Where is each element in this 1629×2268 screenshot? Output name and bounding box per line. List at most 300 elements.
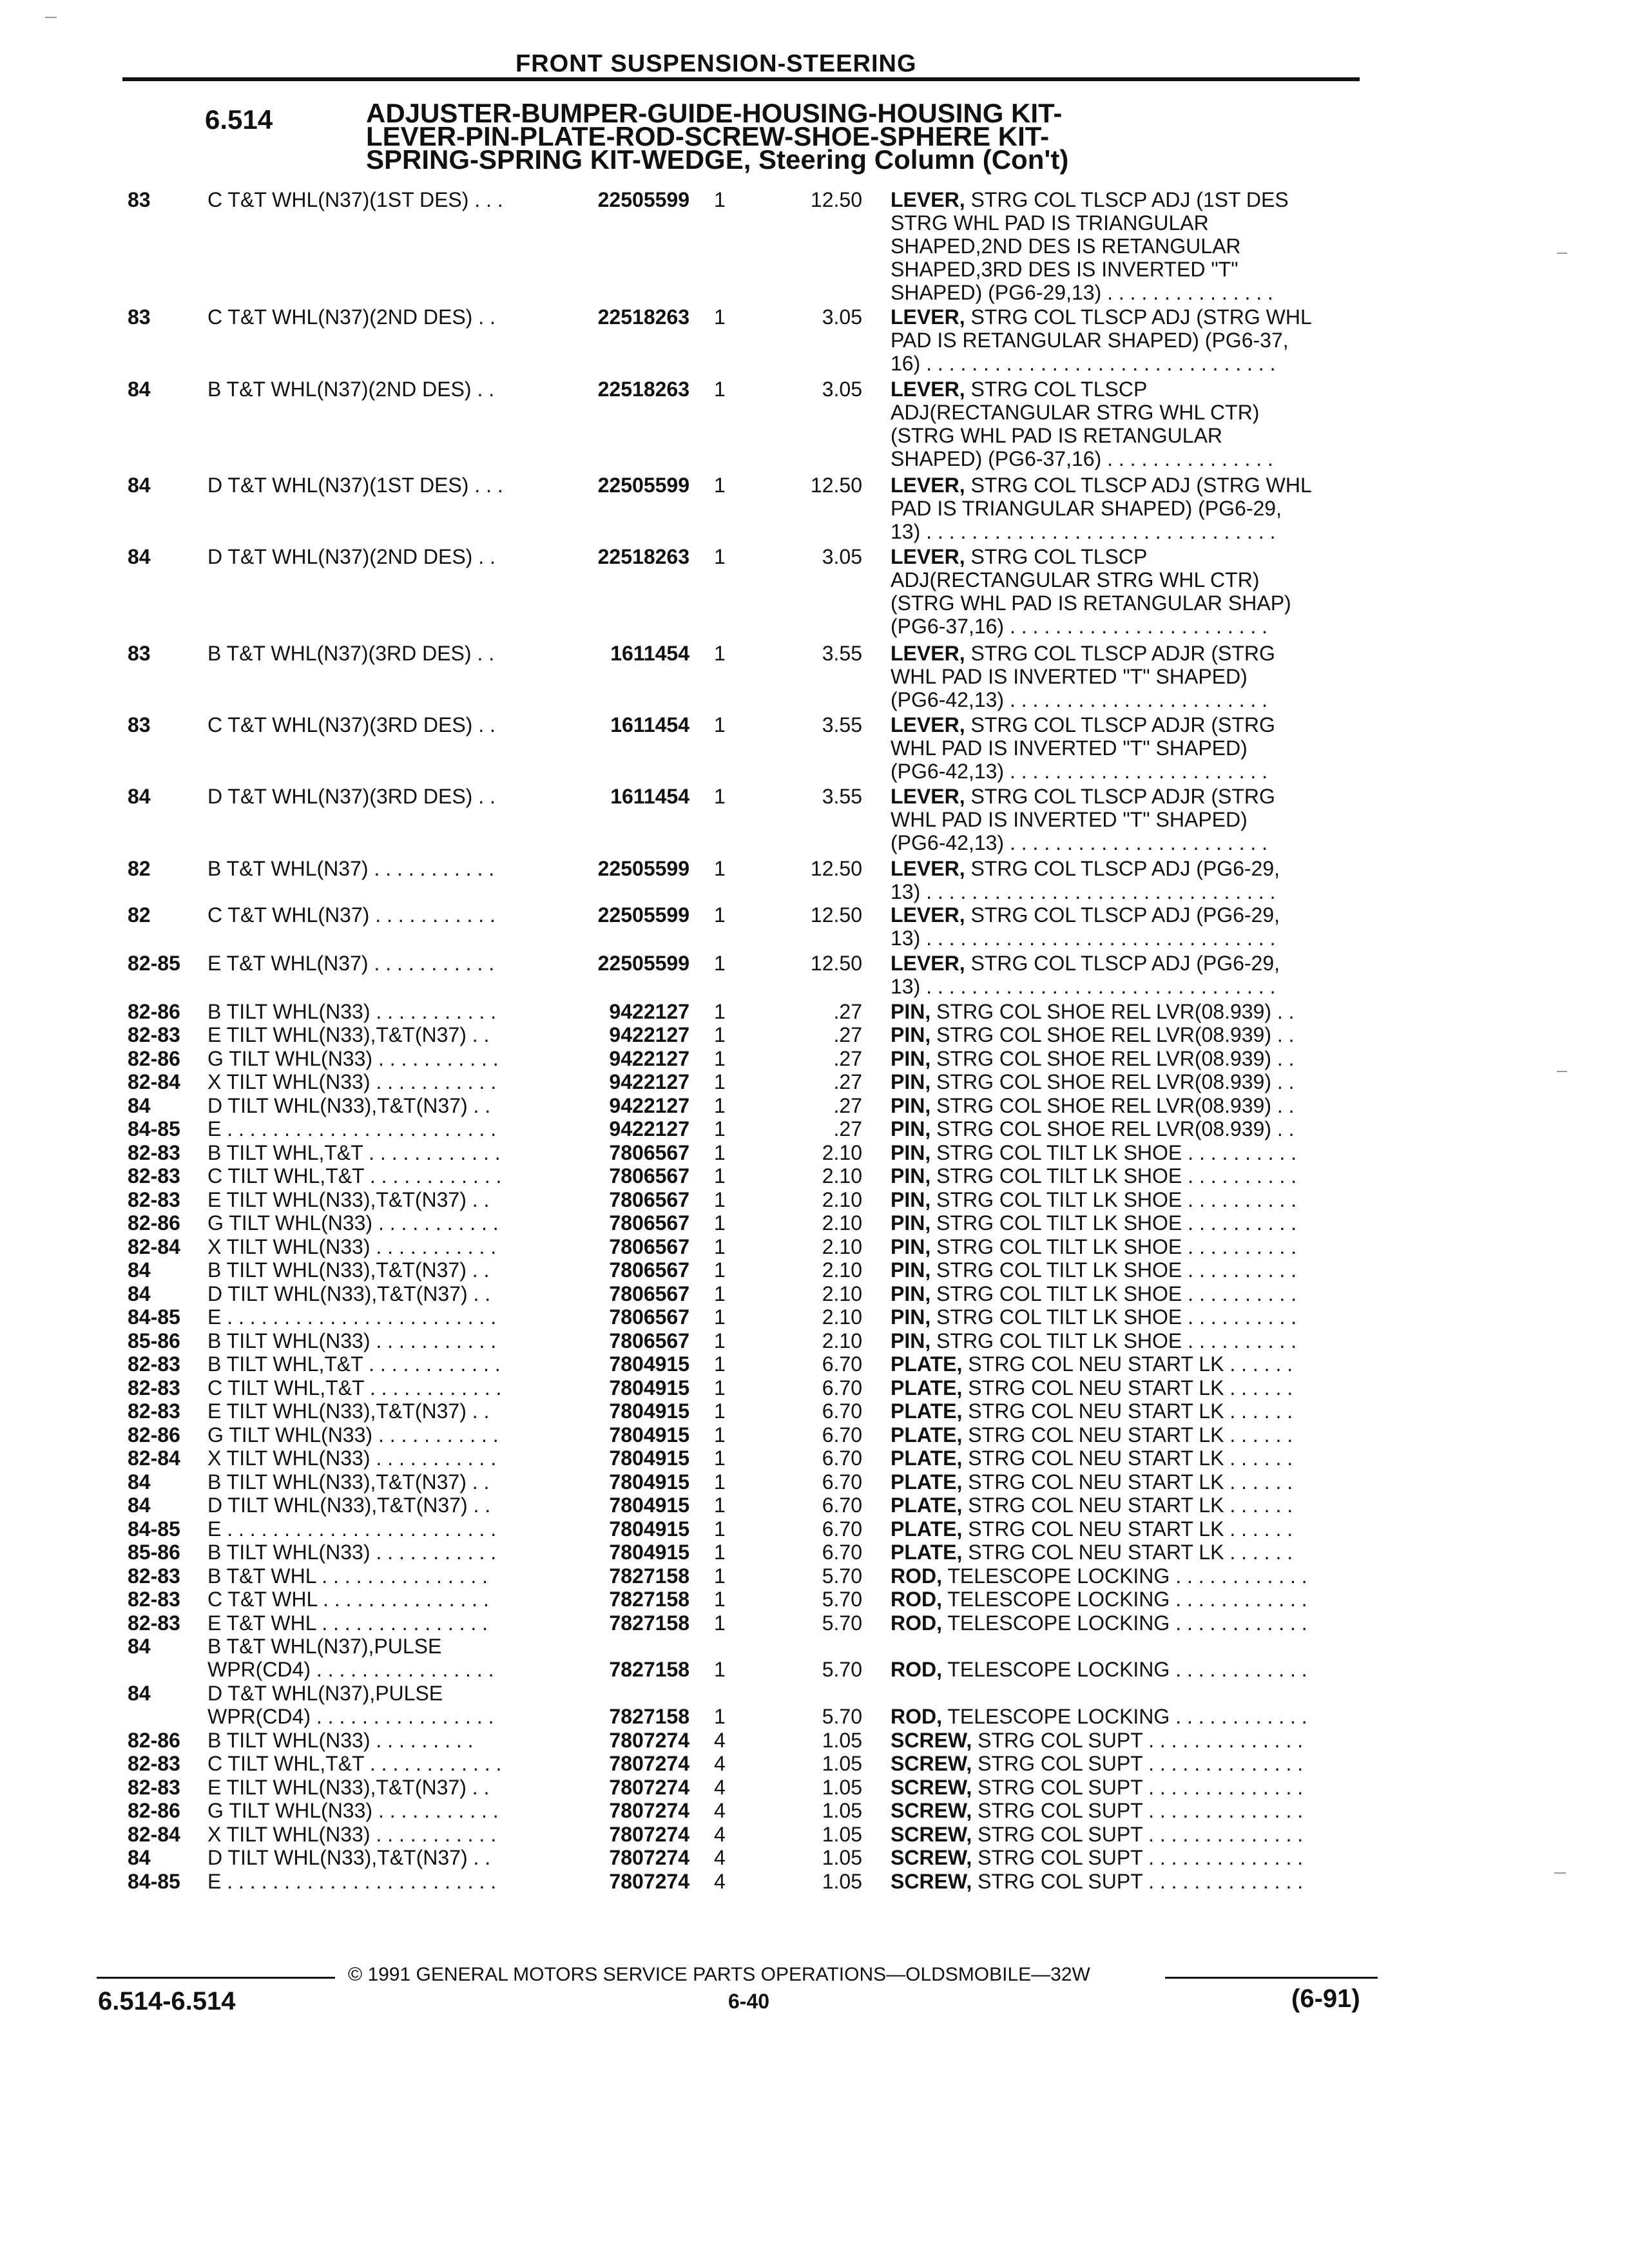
application: G TILT WHL(N33) . . . . . . . . . . . bbox=[207, 1423, 499, 1446]
quantity: 1 bbox=[714, 1446, 726, 1470]
figure-number: 82-83 bbox=[128, 1188, 180, 1211]
figure-number: 82-83 bbox=[128, 1023, 180, 1046]
quantity: 1 bbox=[714, 1705, 726, 1728]
quantity: 1 bbox=[714, 1352, 726, 1376]
price: 12.50 bbox=[810, 474, 862, 497]
quantity: 1 bbox=[714, 188, 726, 211]
application: B TILT WHL(N33),T&T(N37) . . bbox=[207, 1470, 490, 1494]
description-line: PIN, STRG COL TILT LK SHOE . . . . . . . . . . bbox=[891, 1258, 1297, 1282]
figure-number: 82-86 bbox=[128, 1423, 180, 1446]
figure-number: 82-83 bbox=[128, 1164, 180, 1187]
price: 5.70 bbox=[822, 1705, 862, 1728]
description-line: PIN, STRG COL SHOE REL LVR(08.939) . . bbox=[891, 1094, 1295, 1117]
figure-number: 82-84 bbox=[128, 1070, 180, 1093]
figure-number: 82-83 bbox=[128, 1376, 180, 1399]
price: 6.70 bbox=[822, 1541, 862, 1564]
part-number: 7804915 bbox=[609, 1446, 689, 1470]
price: 3.55 bbox=[822, 642, 862, 665]
application: D TILT WHL(N33),T&T(N37) . . bbox=[207, 1282, 491, 1305]
application: B TILT WHL(N33) . . . . . . . . . . . bbox=[207, 1329, 497, 1352]
application: D TILT WHL(N33),T&T(N37) . . bbox=[207, 1494, 491, 1517]
part-number: 7806567 bbox=[609, 1188, 689, 1211]
application: B T&T WHL(N37) . . . . . . . . . . . bbox=[207, 857, 495, 880]
application: C T&T WHL . . . . . . . . . . . . . . . bbox=[207, 1588, 489, 1611]
part-number: 9422127 bbox=[609, 1070, 689, 1093]
price: 1.05 bbox=[822, 1799, 862, 1822]
price: 5.70 bbox=[822, 1588, 862, 1611]
section-number: 6.514 bbox=[205, 104, 273, 135]
application: X TILT WHL(N33) . . . . . . . . . . . bbox=[207, 1823, 497, 1846]
price: 3.05 bbox=[822, 305, 862, 329]
quantity: 1 bbox=[714, 1658, 726, 1681]
description-line: PIN, STRG COL TILT LK SHOE . . . . . . . . . . bbox=[891, 1329, 1297, 1352]
figure-number: 82-83 bbox=[128, 1564, 180, 1588]
quantity: 1 bbox=[714, 1423, 726, 1446]
description-line: PIN, STRG COL TILT LK SHOE . . . . . . . . . . bbox=[891, 1164, 1297, 1187]
application: B TILT WHL(N33) . . . . . . . . . bbox=[207, 1729, 474, 1752]
description-line: ROD, TELESCOPE LOCKING . . . . . . . . . . . . bbox=[891, 1658, 1307, 1681]
part-number: 22518263 bbox=[597, 305, 689, 329]
description-line: SCREW, STRG COL SUPT . . . . . . . . . . . . . . bbox=[891, 1799, 1304, 1822]
price: 5.70 bbox=[822, 1611, 862, 1635]
part-number: 7804915 bbox=[609, 1541, 689, 1564]
figure-number: 82-83 bbox=[128, 1352, 180, 1376]
price: 12.50 bbox=[810, 952, 862, 975]
application: B TILT WHL(N33) . . . . . . . . . . . bbox=[207, 1000, 497, 1023]
application: D TILT WHL(N33),T&T(N37) . . bbox=[207, 1846, 491, 1869]
quantity: 1 bbox=[714, 474, 726, 497]
quantity: 1 bbox=[714, 952, 726, 975]
description-line: 16) . . . . . . . . . . . . . . . . . . . . . . . . . . . . . . . bbox=[891, 352, 1276, 375]
description-line: LEVER, STRG COL TLSCP ADJ (STRG WHL bbox=[891, 305, 1312, 329]
application: B T&T WHL . . . . . . . . . . . . . . . bbox=[207, 1564, 488, 1588]
figure-number: 84 bbox=[128, 1258, 151, 1282]
application: C T&T WHL(N37)(1ST DES) . . . bbox=[207, 188, 503, 211]
quantity: 1 bbox=[714, 1023, 726, 1046]
quantity: 4 bbox=[714, 1729, 726, 1752]
figure-number: 84 bbox=[128, 785, 151, 808]
figure-number: 84 bbox=[128, 1682, 151, 1705]
description-line: 13) . . . . . . . . . . . . . . . . . . . . . . . . . . . . . . . bbox=[891, 975, 1276, 998]
description-line: ADJ(RECTANGULAR STRG WHL CTR) bbox=[891, 568, 1260, 591]
quantity: 1 bbox=[714, 1517, 726, 1541]
quantity: 1 bbox=[714, 1117, 726, 1140]
part-number: 1611454 bbox=[610, 642, 689, 665]
quantity: 1 bbox=[714, 1611, 726, 1635]
quantity: 4 bbox=[714, 1870, 726, 1893]
price: 1.05 bbox=[822, 1729, 862, 1752]
figure-number: 84-85 bbox=[128, 1305, 180, 1329]
quantity: 1 bbox=[714, 1188, 726, 1211]
application: E TILT WHL(N33),T&T(N37) . . bbox=[207, 1023, 490, 1046]
application: C T&T WHL(N37) . . . . . . . . . . . bbox=[207, 903, 496, 927]
quantity: 1 bbox=[714, 903, 726, 927]
part-number: 7827158 bbox=[609, 1611, 689, 1635]
application: B T&T WHL(N37)(3RD DES) . . bbox=[207, 642, 495, 665]
part-number: 7804915 bbox=[609, 1423, 689, 1446]
figure-number: 84-85 bbox=[128, 1517, 180, 1541]
quantity: 1 bbox=[714, 1258, 726, 1282]
page-header-title: FRONT SUSPENSION-STEERING bbox=[516, 50, 917, 77]
price: 6.70 bbox=[822, 1352, 862, 1376]
quantity: 1 bbox=[714, 1070, 726, 1093]
quantity: 1 bbox=[714, 305, 726, 329]
price: 6.70 bbox=[822, 1470, 862, 1494]
description-line: PIN, STRG COL TILT LK SHOE . . . . . . . . . . bbox=[891, 1211, 1297, 1235]
description-line: WHL PAD IS INVERTED "T" SHAPED) bbox=[891, 665, 1248, 688]
section-title-line: ADJUSTER-BUMPER-GUIDE-HOUSING-HOUSING KIT- bbox=[366, 98, 1063, 128]
description-line: LEVER, STRG COL TLSCP ADJ (1ST DES bbox=[891, 188, 1289, 211]
description-line: PAD IS TRIANGULAR SHAPED) (PG6-29, bbox=[891, 497, 1282, 520]
description-line: PIN, STRG COL TILT LK SHOE . . . . . . . . . . bbox=[891, 1305, 1297, 1329]
quantity: 1 bbox=[714, 1282, 726, 1305]
application: B TILT WHL(N33) . . . . . . . . . . . bbox=[207, 1541, 497, 1564]
figure-number: 82-84 bbox=[128, 1446, 180, 1470]
application: D TILT WHL(N33),T&T(N37) . . bbox=[207, 1094, 491, 1117]
quantity: 4 bbox=[714, 1799, 726, 1822]
part-number: 7807274 bbox=[609, 1870, 689, 1893]
footer-page-number: 6-40 bbox=[728, 1990, 770, 2013]
price: 2.10 bbox=[822, 1329, 862, 1352]
part-number: 7827158 bbox=[609, 1588, 689, 1611]
section-title-line: LEVER-PIN-PLATE-ROD-SCREW-SHOE-SPHERE KIT- bbox=[366, 121, 1050, 151]
quantity: 1 bbox=[714, 785, 726, 808]
part-number: 9422127 bbox=[609, 1094, 689, 1117]
application: E . . . . . . . . . . . . . . . . . . . . . . . . bbox=[207, 1517, 497, 1541]
application: X TILT WHL(N33) . . . . . . . . . . . bbox=[207, 1070, 497, 1093]
application: D T&T WHL(N37),PULSE bbox=[207, 1682, 443, 1705]
price: 6.70 bbox=[822, 1376, 862, 1399]
part-number: 7806567 bbox=[609, 1282, 689, 1305]
part-number: 7804915 bbox=[609, 1470, 689, 1494]
quantity: 1 bbox=[714, 1541, 726, 1564]
price: 1.05 bbox=[822, 1752, 862, 1775]
quantity: 1 bbox=[714, 713, 726, 736]
quantity: 1 bbox=[714, 1329, 726, 1352]
price: 3.55 bbox=[822, 713, 862, 736]
footer-section-range: 6.514-6.514 bbox=[98, 1987, 236, 2015]
figure-number: 84-85 bbox=[128, 1117, 180, 1140]
price: 5.70 bbox=[822, 1564, 862, 1588]
application: X TILT WHL(N33) . . . . . . . . . . . bbox=[207, 1446, 497, 1470]
part-number: 22518263 bbox=[597, 545, 689, 568]
figure-number: 84 bbox=[128, 474, 151, 497]
description-line: LEVER, STRG COL TLSCP ADJR (STRG bbox=[891, 713, 1275, 736]
price: 12.50 bbox=[810, 857, 862, 880]
part-number: 7807274 bbox=[609, 1846, 689, 1869]
description-line: ROD, TELESCOPE LOCKING . . . . . . . . . . . . bbox=[891, 1588, 1307, 1611]
figure-number: 82-83 bbox=[128, 1611, 180, 1635]
application: E . . . . . . . . . . . . . . . . . . . . . . . . bbox=[207, 1117, 497, 1140]
part-number: 7806567 bbox=[609, 1235, 689, 1258]
price: 12.50 bbox=[810, 188, 862, 211]
figure-number: 85-86 bbox=[128, 1329, 180, 1352]
application: C TILT WHL,T&T . . . . . . . . . . . . bbox=[207, 1164, 502, 1187]
description-line: LEVER, STRG COL TLSCP bbox=[891, 545, 1148, 568]
application: E . . . . . . . . . . . . . . . . . . . . . . . . bbox=[207, 1305, 497, 1329]
application: E TILT WHL(N33),T&T(N37) . . bbox=[207, 1776, 490, 1799]
price: 2.10 bbox=[822, 1235, 862, 1258]
figure-number: 83 bbox=[128, 642, 151, 665]
description-line: ROD, TELESCOPE LOCKING . . . . . . . . . . . . bbox=[891, 1705, 1307, 1728]
price: 3.05 bbox=[822, 378, 862, 401]
application: C T&T WHL(N37)(3RD DES) . . bbox=[207, 713, 496, 736]
description-line: PIN, STRG COL TILT LK SHOE . . . . . . . . . . bbox=[891, 1141, 1297, 1164]
price: 5.70 bbox=[822, 1658, 862, 1681]
figure-number: 82-86 bbox=[128, 1000, 180, 1023]
part-number: 7804915 bbox=[609, 1376, 689, 1399]
price: 6.70 bbox=[822, 1423, 862, 1446]
price: 6.70 bbox=[822, 1399, 862, 1423]
price: 1.05 bbox=[822, 1846, 862, 1869]
figure-number: 83 bbox=[128, 188, 151, 211]
description-line: SHAPED,2ND DES IS RETANGULAR bbox=[891, 235, 1241, 258]
figure-number: 84 bbox=[128, 1282, 151, 1305]
application: G TILT WHL(N33) . . . . . . . . . . . bbox=[207, 1047, 499, 1070]
price: 3.55 bbox=[822, 785, 862, 808]
application: E TILT WHL(N33),T&T(N37) . . bbox=[207, 1399, 490, 1423]
figure-number: 82 bbox=[128, 857, 151, 880]
figure-number: 82-86 bbox=[128, 1799, 180, 1822]
part-number: 7807274 bbox=[609, 1799, 689, 1822]
part-number: 7806567 bbox=[609, 1258, 689, 1282]
description-line: 13) . . . . . . . . . . . . . . . . . . . . . . . . . . . . . . . bbox=[891, 520, 1276, 543]
price: 6.70 bbox=[822, 1517, 862, 1541]
price: .27 bbox=[833, 1047, 862, 1070]
description-line: (PG6-42,13) . . . . . . . . . . . . . . . . . . . . . . . bbox=[891, 688, 1268, 711]
figure-number: 82-86 bbox=[128, 1729, 180, 1752]
application: X TILT WHL(N33) . . . . . . . . . . . bbox=[207, 1235, 497, 1258]
application: G TILT WHL(N33) . . . . . . . . . . . bbox=[207, 1799, 499, 1822]
price: .27 bbox=[833, 1117, 862, 1140]
part-number: 22505599 bbox=[597, 857, 689, 880]
price: 2.10 bbox=[822, 1164, 862, 1187]
description-line: (PG6-42,13) . . . . . . . . . . . . . . . . . . . . . . . bbox=[891, 831, 1268, 854]
quantity: 1 bbox=[714, 1376, 726, 1399]
application: E T&T WHL . . . . . . . . . . . . . . . bbox=[207, 1611, 488, 1635]
description-line: (PG6-37,16) . . . . . . . . . . . . . . . . . . . . . . . bbox=[891, 615, 1268, 638]
part-number: 7806567 bbox=[609, 1164, 689, 1187]
price: .27 bbox=[833, 1094, 862, 1117]
quantity: 1 bbox=[714, 1235, 726, 1258]
figure-number: 84 bbox=[128, 1094, 151, 1117]
quantity: 1 bbox=[714, 642, 726, 665]
application: D T&T WHL(N37)(2ND DES) . . bbox=[207, 545, 496, 568]
price: 2.10 bbox=[822, 1258, 862, 1282]
section-title-line: SPRING-SPRING KIT-WEDGE, Steering Column (Con't) bbox=[366, 144, 1069, 175]
figure-number: 84 bbox=[128, 545, 151, 568]
description-line: PLATE, STRG COL NEU START LK . . . . . . bbox=[891, 1517, 1293, 1541]
description-line: PLATE, STRG COL NEU START LK . . . . . . bbox=[891, 1352, 1293, 1376]
part-number: 7804915 bbox=[609, 1517, 689, 1541]
footer-copyright: © 1991 GENERAL MOTORS SERVICE PARTS OPERATIONS—OLDSMOBILE—32W bbox=[348, 1964, 1090, 1985]
price: 3.05 bbox=[822, 545, 862, 568]
scan-edge-mark bbox=[1554, 1872, 1566, 1874]
description-line: WHL PAD IS INVERTED "T" SHAPED) bbox=[891, 808, 1248, 831]
application: D T&T WHL(N37)(1ST DES) . . . bbox=[207, 474, 503, 497]
figure-number: 82-83 bbox=[128, 1776, 180, 1799]
figure-number: 84 bbox=[128, 1470, 151, 1494]
figure-number: 82-83 bbox=[128, 1399, 180, 1423]
description-line: SCREW, STRG COL SUPT . . . . . . . . . . . . . . bbox=[891, 1729, 1304, 1752]
price: 12.50 bbox=[810, 903, 862, 927]
application: C TILT WHL,T&T . . . . . . . . . . . . bbox=[207, 1376, 502, 1399]
part-number: 22505599 bbox=[597, 903, 689, 927]
description-line: SCREW, STRG COL SUPT . . . . . . . . . . . . . . bbox=[891, 1752, 1304, 1775]
description-line: 13) . . . . . . . . . . . . . . . . . . . . . . . . . . . . . . . bbox=[891, 927, 1276, 950]
description-line: PIN, STRG COL TILT LK SHOE . . . . . . . . . . bbox=[891, 1235, 1297, 1258]
description-line: LEVER, STRG COL TLSCP ADJ (PG6-29, bbox=[891, 857, 1280, 880]
price: 6.70 bbox=[822, 1446, 862, 1470]
price: 1.05 bbox=[822, 1776, 862, 1799]
part-number: 7804915 bbox=[609, 1494, 689, 1517]
figure-number: 82-86 bbox=[128, 1211, 180, 1235]
part-number: 22505599 bbox=[597, 474, 689, 497]
scan-edge-mark bbox=[45, 17, 57, 18]
figure-number: 83 bbox=[128, 713, 151, 736]
quantity: 4 bbox=[714, 1776, 726, 1799]
application: B T&T WHL(N37),PULSE bbox=[207, 1635, 442, 1658]
part-number: 7807274 bbox=[609, 1776, 689, 1799]
part-number: 7807274 bbox=[609, 1752, 689, 1775]
figure-number: 84 bbox=[128, 378, 151, 401]
figure-number: 82-84 bbox=[128, 1235, 180, 1258]
quantity: 4 bbox=[714, 1823, 726, 1846]
quantity: 4 bbox=[714, 1846, 726, 1869]
price: 2.10 bbox=[822, 1282, 862, 1305]
quantity: 1 bbox=[714, 378, 726, 401]
part-number: 7827158 bbox=[609, 1705, 689, 1728]
description-line: PAD IS RETANGULAR SHAPED) (PG6-37, bbox=[891, 329, 1289, 352]
application: G TILT WHL(N33) . . . . . . . . . . . bbox=[207, 1211, 499, 1235]
description-line: PIN, STRG COL SHOE REL LVR(08.939) . . bbox=[891, 1117, 1295, 1140]
description-line: ADJ(RECTANGULAR STRG WHL CTR) bbox=[891, 401, 1260, 424]
application: C TILT WHL,T&T . . . . . . . . . . . . bbox=[207, 1752, 502, 1775]
description-line: ROD, TELESCOPE LOCKING . . . . . . . . . . . . bbox=[891, 1564, 1307, 1588]
quantity: 1 bbox=[714, 1047, 726, 1070]
scan-edge-mark bbox=[1557, 253, 1567, 254]
part-number: 7806567 bbox=[609, 1329, 689, 1352]
description-line: PIN, STRG COL SHOE REL LVR(08.939) . . bbox=[891, 1000, 1295, 1023]
part-number: 1611454 bbox=[610, 713, 689, 736]
description-line: SCREW, STRG COL SUPT . . . . . . . . . . . . . . bbox=[891, 1823, 1304, 1846]
quantity: 1 bbox=[714, 545, 726, 568]
description-line: LEVER, STRG COL TLSCP bbox=[891, 378, 1148, 401]
application: D T&T WHL(N37)(3RD DES) . . bbox=[207, 785, 496, 808]
price: .27 bbox=[833, 1000, 862, 1023]
figure-number: 82-83 bbox=[128, 1141, 180, 1164]
part-number: 1611454 bbox=[610, 785, 689, 808]
description-line: PLATE, STRG COL NEU START LK . . . . . . bbox=[891, 1470, 1293, 1494]
figure-number: 84 bbox=[128, 1846, 151, 1869]
part-number: 9422127 bbox=[609, 1023, 689, 1046]
part-number: 7807274 bbox=[609, 1823, 689, 1846]
description-line: SHAPED) (PG6-37,16) . . . . . . . . . . . . . . . bbox=[891, 447, 1273, 470]
part-number: 7804915 bbox=[609, 1399, 689, 1423]
description-line: WHL PAD IS INVERTED "T" SHAPED) bbox=[891, 736, 1248, 760]
description-line: PIN, STRG COL SHOE REL LVR(08.939) . . bbox=[891, 1023, 1295, 1046]
description-line: SHAPED) (PG6-29,13) . . . . . . . . . . . . . . . bbox=[891, 281, 1273, 304]
figure-number: 82 bbox=[128, 903, 151, 927]
description-line: (STRG WHL PAD IS RETANGULAR bbox=[891, 424, 1223, 447]
footer-rule-left bbox=[97, 1977, 335, 1979]
quantity: 1 bbox=[714, 1588, 726, 1611]
part-number: 7804915 bbox=[609, 1352, 689, 1376]
quantity: 4 bbox=[714, 1752, 726, 1775]
part-number: 7806567 bbox=[609, 1211, 689, 1235]
description-line: STRG WHL PAD IS TRIANGULAR bbox=[891, 211, 1209, 235]
application: E T&T WHL(N37) . . . . . . . . . . . bbox=[207, 952, 495, 975]
part-number: 7806567 bbox=[609, 1305, 689, 1329]
price: .27 bbox=[833, 1070, 862, 1093]
part-number: 7806567 bbox=[609, 1141, 689, 1164]
description-line: LEVER, STRG COL TLSCP ADJR (STRG bbox=[891, 642, 1275, 665]
quantity: 1 bbox=[714, 1494, 726, 1517]
figure-number: 84 bbox=[128, 1494, 151, 1517]
application: B TILT WHL,T&T . . . . . . . . . . . . bbox=[207, 1352, 501, 1376]
description-line: ROD, TELESCOPE LOCKING . . . . . . . . . . . . bbox=[891, 1611, 1307, 1635]
figure-number: 84-85 bbox=[128, 1870, 180, 1893]
description-line: PIN, STRG COL SHOE REL LVR(08.939) . . bbox=[891, 1047, 1295, 1070]
quantity: 1 bbox=[714, 1564, 726, 1588]
part-number: 9422127 bbox=[609, 1000, 689, 1023]
part-number: 7807274 bbox=[609, 1729, 689, 1752]
figure-number: 82-86 bbox=[128, 1047, 180, 1070]
application: E . . . . . . . . . . . . . . . . . . . . . . . . bbox=[207, 1870, 497, 1893]
description-line: LEVER, STRG COL TLSCP ADJ (PG6-29, bbox=[891, 903, 1280, 927]
price: 6.70 bbox=[822, 1494, 862, 1517]
description-line: PLATE, STRG COL NEU START LK . . . . . . bbox=[891, 1446, 1293, 1470]
description-line: 13) . . . . . . . . . . . . . . . . . . . . . . . . . . . . . . . bbox=[891, 880, 1276, 903]
quantity: 1 bbox=[714, 1305, 726, 1329]
figure-number: 84 bbox=[128, 1635, 151, 1658]
quantity: 1 bbox=[714, 857, 726, 880]
price: 1.05 bbox=[822, 1870, 862, 1893]
part-number: 9422127 bbox=[609, 1117, 689, 1140]
figure-number: 82-84 bbox=[128, 1823, 180, 1846]
description-line: LEVER, STRG COL TLSCP ADJ (STRG WHL bbox=[891, 474, 1312, 497]
footer-revision: (6-91) bbox=[1291, 1984, 1360, 2013]
description-line: (STRG WHL PAD IS RETANGULAR SHAP) bbox=[891, 591, 1291, 615]
description-line: SHAPED,3RD DES IS INVERTED "T" bbox=[891, 258, 1239, 281]
description-line: SCREW, STRG COL SUPT . . . . . . . . . . . . . . bbox=[891, 1846, 1304, 1869]
description-line: PLATE, STRG COL NEU START LK . . . . . . bbox=[891, 1376, 1293, 1399]
part-number: 22518263 bbox=[597, 378, 689, 401]
description-line: PLATE, STRG COL NEU START LK . . . . . . bbox=[891, 1399, 1293, 1423]
application: WPR(CD4) . . . . . . . . . . . . . . . . bbox=[207, 1705, 494, 1728]
description-line: SCREW, STRG COL SUPT . . . . . . . . . . . . . . bbox=[891, 1870, 1304, 1893]
figure-number: 82-83 bbox=[128, 1588, 180, 1611]
description-line: (PG6-42,13) . . . . . . . . . . . . . . . . . . . . . . . bbox=[891, 760, 1268, 783]
figure-number: 85-86 bbox=[128, 1541, 180, 1564]
quantity: 1 bbox=[714, 1470, 726, 1494]
description-line: PLATE, STRG COL NEU START LK . . . . . . bbox=[891, 1541, 1293, 1564]
quantity: 1 bbox=[714, 1399, 726, 1423]
description-line: PLATE, STRG COL NEU START LK . . . . . . bbox=[891, 1423, 1293, 1446]
quantity: 1 bbox=[714, 1211, 726, 1235]
application: B T&T WHL(N37)(2ND DES) . . bbox=[207, 378, 495, 401]
footer-rule-right bbox=[1165, 1977, 1378, 1979]
part-number: 22505599 bbox=[597, 952, 689, 975]
application: B TILT WHL,T&T . . . . . . . . . . . . bbox=[207, 1141, 501, 1164]
application: WPR(CD4) . . . . . . . . . . . . . . . . bbox=[207, 1658, 494, 1681]
price: 2.10 bbox=[822, 1188, 862, 1211]
part-number: 22505599 bbox=[597, 188, 689, 211]
description-line: PLATE, STRG COL NEU START LK . . . . . . bbox=[891, 1494, 1293, 1517]
quantity: 1 bbox=[714, 1000, 726, 1023]
price: 2.10 bbox=[822, 1141, 862, 1164]
figure-number: 83 bbox=[128, 305, 151, 329]
